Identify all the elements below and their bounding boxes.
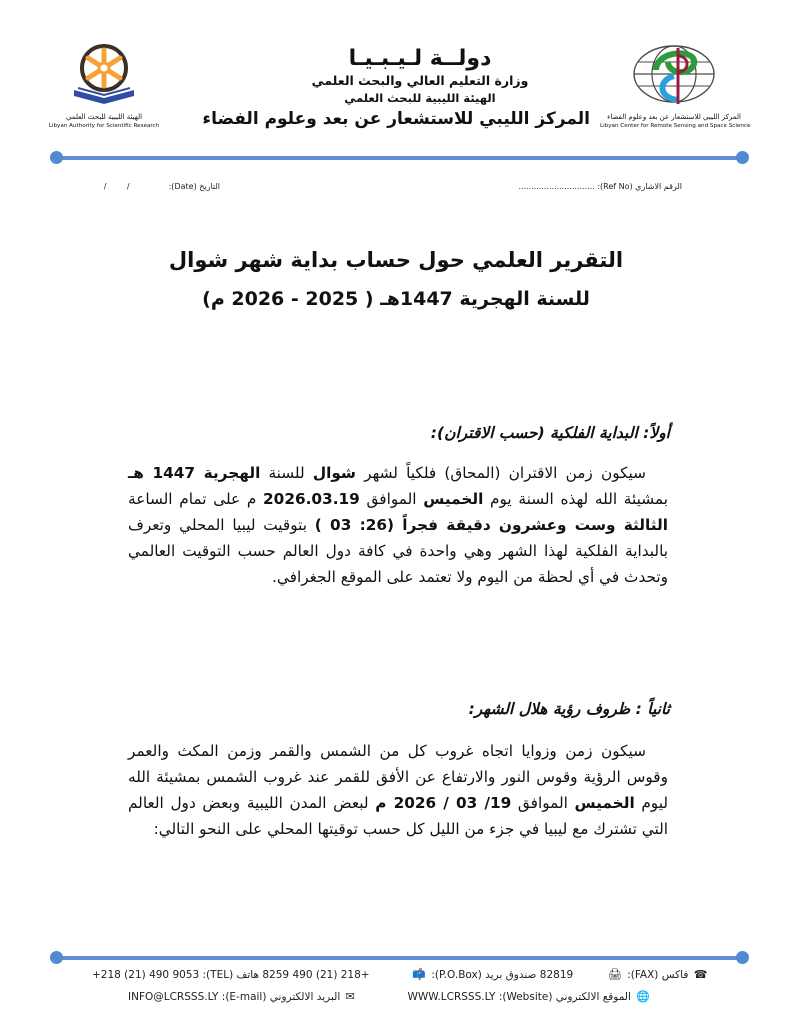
header-divider (56, 156, 742, 160)
footer-contact-row-1 (92, 968, 709, 981)
fax-number: +218 (21) 490 9053 (92, 969, 200, 981)
globe-icon: 🌐 (636, 990, 650, 1003)
section1-heading: أولاً: البداية الفلكية (حسب الاقتران): (430, 424, 670, 442)
lcrsss-caption-en: Libyan Center for Remote Sensing and Space Science (600, 123, 751, 129)
section1-paragraph: سيكون زمن الاقتران (المحاق) فلكياً لشهر شوال للسنة الهجرية 1447 هـ بمشيئة الله لهذه السنة يوم الخميس الموافق 2026.03.19 م على تمام الساعة الثالثة وست وعشرون دقيقة فجراً (26: 03 ) بتوقيت ليبيا المحلي وتعرف بالبداية الفلكية لهذا الشهر وهي واحدة في كافة دول العالم حسب التوقيت العالمي وتحدث في أي لحظة من اليوم ولا تعتمد على الموقع الجغرافي. (128, 464, 669, 586)
pobox-label: صندوق بريد (P.O.Box): (431, 969, 537, 981)
header-divider-dot-left (50, 151, 63, 164)
letterhead (202, 46, 590, 131)
authority-name: الهيئة الليبية للبحث العلمي (344, 91, 496, 105)
section2-heading: ثانياً : ظروف رؤية هلال الشهر: (468, 700, 670, 718)
report-subtitle: للسنة الهجرية 1447هـ ( 2025 - 2026 م) (202, 288, 590, 310)
tel-number: +218 (21) 490 8259 (262, 969, 370, 981)
ref-number (518, 182, 682, 191)
website-label: الموقع الالكتروني (Website): (498, 991, 631, 1003)
tel-label: هاتف (TEL): (202, 969, 260, 981)
section2-paragraph: سيكون زمن وزوايا اتجاه غروب كل من الشمس والقمر وزمن المكث والعمر وقوس الرؤية وقوس النور والارتفاع عن الأفق للقمر عند غروب الشمس بمشيئة الله ليوم الخميس الموافق 19/ 03 / 2026 م لبعض المدن الليبية وبعض دول العالم التي تشترك مع ليبيا في جزء من الليل كل حسب توقيتها المحلي على النحو التالي: (128, 742, 668, 838)
email-address[interactable]: INFO@LCRSSS.LY (128, 991, 219, 1003)
authority-caption-en: Libyan Authority for Scientific Research (48, 123, 160, 129)
fax-icon: 🖨 (607, 968, 622, 981)
fax-label: فاكس (FAX): (627, 969, 689, 981)
state-name: دولــة لـيـبـيـا (348, 46, 492, 71)
mailbox-icon: 📫 (412, 968, 426, 981)
libyan-authority-logo (48, 40, 160, 131)
date-value: / / (103, 182, 130, 191)
globe-emblem-icon (628, 40, 720, 108)
email-icon: ✉ (345, 990, 355, 1003)
ministry-name: وزارة التعليم العالي والبحث العلمي (311, 73, 529, 88)
pobox-number: 82819 (539, 969, 574, 981)
footer-contact-row-2 (128, 990, 652, 1003)
footer-divider-dot-right (736, 951, 749, 964)
center-name: المركز الليبي للاستشعار عن بعد وعلوم الفضاء (202, 109, 590, 129)
header-divider-dot-right (736, 151, 749, 164)
footer-divider (56, 956, 742, 960)
date-field (104, 182, 220, 191)
lcrsss-logo (600, 40, 751, 131)
email-label: البريد الالكتروني (E-mail): (221, 991, 341, 1003)
footer-divider-dot-left (50, 951, 63, 964)
ref-value: .............................. (518, 182, 595, 191)
lcrsss-caption-ar: المركز الليبي للاستشعار عن بعد وعلوم الفضاء (607, 113, 741, 121)
website-url[interactable]: WWW.LCRSSS.LY (407, 991, 496, 1003)
phone-icon: ☎ (693, 968, 708, 981)
ref-label: الرقم الاشاري (Ref No): (597, 182, 682, 191)
date-label: التاريخ (Date): (168, 182, 220, 191)
authority-emblem-icon (64, 40, 144, 108)
report-title: التقرير العلمي حول حساب بداية شهر شوال (168, 248, 624, 272)
authority-caption-ar: الهيئة الليبية للبحث العلمي (65, 113, 143, 121)
